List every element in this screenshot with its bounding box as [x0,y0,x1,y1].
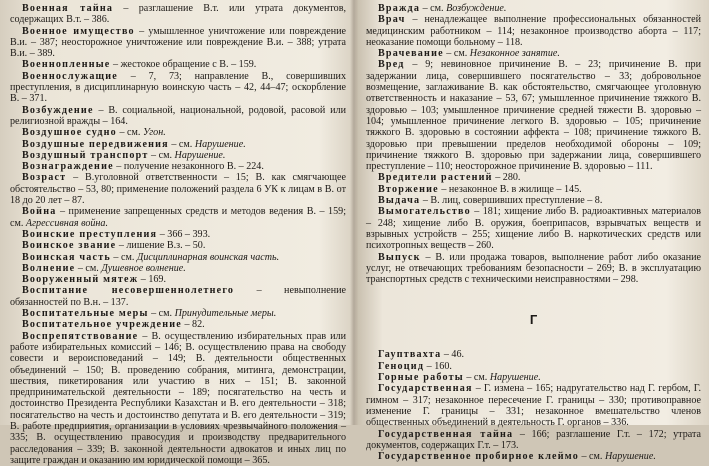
entry-headword: Вымогательство [378,206,471,218]
entry-cross-reference: Незаконное занятие. [469,48,560,60]
entry-body: – применение запрещенных средств и методов ведения В. – 159; см. [10,206,346,229]
entry-cross-reference: Нарушение. [174,149,226,161]
index-entry [366,195,701,206]
entry-body: – 9; невиновное причинение В. – 23; причинение В. при задержании лица, совершившего посягательство – 33; добровольное возмещение, заглаживание В. как обстоятельство, смягчающее уголовную ответственность и наказание – 53, 67; умышленное причинение тяжкого В. здоровью – 103; умышленное причинение средней тяжести В. здоровью – 104; умышленное причинение легкого В. здоровью – 105; причинение тяжкого В. здоровью в состоянии аффекта – 108; причинение тяжкого В. здоровью при превышении пределов необходимой обороны – 109; причинение тяжкого В. здоровью при задержании лица, совершившего преступление – 110; неосторожное причинение В. здоровью – 111. [366,59,701,173]
entry-headword: Военнопленные [22,59,111,71]
entry-headword: Врачевание [378,48,444,60]
entry-body: – см. [148,149,175,161]
entry-headword: Выдача [378,195,421,207]
index-entry [366,59,701,172]
index-entry [10,71,346,105]
index-entry [10,59,346,70]
entry-body: – получение незаконного В. – 224. [113,161,264,173]
index-entry [10,263,346,274]
entry-body: – незаконное В. в жилище – 145. [438,183,582,195]
entry-headword: Воинское звание [22,240,117,252]
entry-body: – 7, 73; направление В., совершивших преступления, в дисциплинарную воинскую часть – 42, 44–47; оскорбление В. – 371. [10,70,346,105]
entry-headword: Военнослужащие [22,70,118,82]
entry-body: – лишение В.з. – 50. [116,240,206,252]
index-entry [366,429,701,452]
entry-body: – В. лиц, совершивших преступление – 8. [420,195,603,207]
entry-body: – В. осуществлению избирательных прав или работе избирательных комиссий – 146; В. осуществлению права на свободу совести и вероисповеданий – 149; В. деятельности общественных объединений – 150; В. проведению собрания, митинга, демонстрации, шествия, пикетирования или участию в них – 151; В. законной предпринимательской деятельности – 189; посягательство на честь и достоинство Президента Республики Казахстан и В. его деятельности – 318; посягательство на честь и достоинство депутата и В. его деятельности – 319; В. работе предприятия, организации в условиях чрезвычайного положения – 335; В. осуществлению правосудия и производству предварительного расследования – 339; В. законной деятельности адвокатов и иных лиц по защите граждан и оказанию им юридической помощи – 365. [10,330,346,466]
entry-headword: Воинские преступления [22,228,158,240]
entry-headword: Воспитание несовершеннолетнего [22,285,235,297]
entry-headword: Государственное пробирное клеймо [378,451,579,463]
index-entry [366,172,701,183]
entry-body: – Г. измена – 165; надругательство над Г. гербом, Г. гимном – 317; незаконное пересечение Г. границы – 330; противоправное изменение Г. границы – 331; незаконное вмешательство членов общественных объединений в деятельность Г. органов – 336. [366,383,701,429]
index-entry [366,206,701,251]
index-entry [366,372,701,383]
index-entry [10,172,346,206]
index-entry [366,383,701,428]
entry-headword: Вооруженный мятеж [22,274,139,286]
index-entry [10,3,346,26]
entry-cross-reference: Угон. [142,127,166,139]
entry-headword: Воздушный транспорт [22,149,149,161]
entry-body: – 166; разглашение Г.т. – 172; утрата документов, содержащих Г.т. – 173. [366,428,701,451]
entry-headword: Горные работы [378,372,464,384]
entry-headword: Воздушное судно [22,127,117,139]
entry-body: – разглашение В.т. или утрата документов, содержащих В.т. – 386. [10,3,346,26]
index-entry [366,14,701,48]
entry-headword: Вторжение [378,183,439,195]
entry-body: – жестокое обращение с В. – 159. [110,59,257,71]
entry-headword: Военное имущество [22,25,135,37]
index-entry [10,206,346,229]
entry-headword: Воспитательные меры [22,308,149,320]
entry-body: – 280. [492,172,521,184]
entry-body: – 366 – 393. [157,228,211,240]
index-entry [366,184,701,195]
entry-body: – см. [443,48,470,60]
index-entry [10,150,346,161]
entry-headword: Вознаграждение [22,161,114,173]
entry-body: – В.уголовной ответственности – 15; В. как смягчающее обстоятельство – 53, 80; применение положений раздела 6 УК к лицам в В. от 18 до 20 лет – 87. [10,172,346,207]
index-entry [366,252,701,286]
entry-headword: Военная тайна [22,3,114,14]
entry-cross-reference: Душевное волнение. [101,262,186,274]
entry-body: – см. [148,308,175,320]
index-entry [10,240,346,251]
entry-body: – 181; хищение либо В. радиоактивных материалов – 248; хищение либо В. оружия, боеприпасов, взрывчатых веществ и взрывных устройств – 255; хищение либо В. наркотических средств или психотропных веществ – 260. [366,206,701,252]
index-entry [10,319,346,330]
entry-headword: Воинская часть [22,251,111,263]
entry-headword: Война [22,206,57,218]
index-entry [10,105,346,128]
entry-headword: Гауптвахта [378,349,442,361]
entry-cross-reference: Возбуждение. [446,3,507,14]
index-entry [10,161,346,172]
index-entry [10,331,346,466]
index-entry [10,139,346,150]
entry-body: – 82. [181,319,205,331]
index-entry [10,127,346,138]
index-entry [366,451,701,462]
index-entry [366,3,701,14]
entry-headword: Вредители растений [378,172,493,184]
entry-cross-reference: Дисциплинарная воинская часть. [136,251,280,263]
index-entry [10,229,346,240]
entry-body: – В. социальной, национальной, родовой, расовой или религиозной вражды – 164. [10,104,346,127]
entry-headword: Вражда [378,3,421,14]
entry-cross-reference: Нарушение. [489,372,541,384]
index-entry [10,308,346,319]
index-entry [10,252,346,263]
entry-headword: Государственная тайна [378,428,514,440]
entry-cross-reference: Принудительные меры. [174,308,277,320]
right-entries-top [366,3,701,285]
entry-headword: Государственная [378,383,473,395]
entry-headword: Воздушные передвижения [22,138,169,150]
left-page [0,0,352,466]
entry-body: – см. [168,138,195,150]
entry-body: – невыполнение обязанностей по В.н. – 137. [10,285,347,308]
entry-body: – см. [420,3,447,14]
entry-headword: Воспрепятствование [22,330,139,342]
entry-headword: Врач [378,14,406,26]
entry-body: – см. [463,372,490,384]
index-entry [10,274,346,285]
entry-headword: Волнение [22,262,76,274]
entry-cross-reference: Нарушение. [604,451,656,463]
entry-body: – см. [116,127,143,139]
entry-headword: Возраст [22,172,67,184]
index-entry [10,26,346,60]
index-entry [366,48,701,59]
entry-body: – 169. [138,274,166,286]
entry-headword: Возбуждение [22,104,94,116]
entry-body: – см. [578,451,605,463]
entry-cross-reference: Агрессивная война. [25,217,108,229]
entry-body: – см. [110,251,137,263]
entry-headword: Воспитательное учреждение [22,319,182,331]
entry-body: – 160. [424,360,452,372]
entry-body: – В. или продажа товаров, выполнение работ либо оказание услуг, не отвечающих требованиям безопасности – 269; В. в эксплуатацию транспортных средств с техническими неисправностями – 298. [366,251,701,286]
entry-body: – умышленное уничтожение или повреждение В.и. – 387; неосторожное уничтожение или повреждение В.и. – 388; утрата В.и. – 389. [10,25,346,60]
right-page [356,0,709,463]
entry-cross-reference: Нарушение. [194,138,246,150]
entry-body: – ненадлежащее выполнение профессиональных обязанностей медицинским работником – 114; незаконное производство аборта – 117; неоказание помощи больному – 118. [366,14,701,48]
entry-headword: Геноцид [378,360,425,372]
index-entry [10,285,346,308]
entry-body: – см. [75,262,102,274]
index-entry [366,349,701,360]
entry-headword: Выпуск [378,251,421,263]
entry-body: – 46. [441,349,465,361]
entry-headword: Вред [378,59,405,71]
right-entries-bottom [366,349,701,462]
index-entry [366,361,701,372]
section-letter: Г [529,312,538,328]
